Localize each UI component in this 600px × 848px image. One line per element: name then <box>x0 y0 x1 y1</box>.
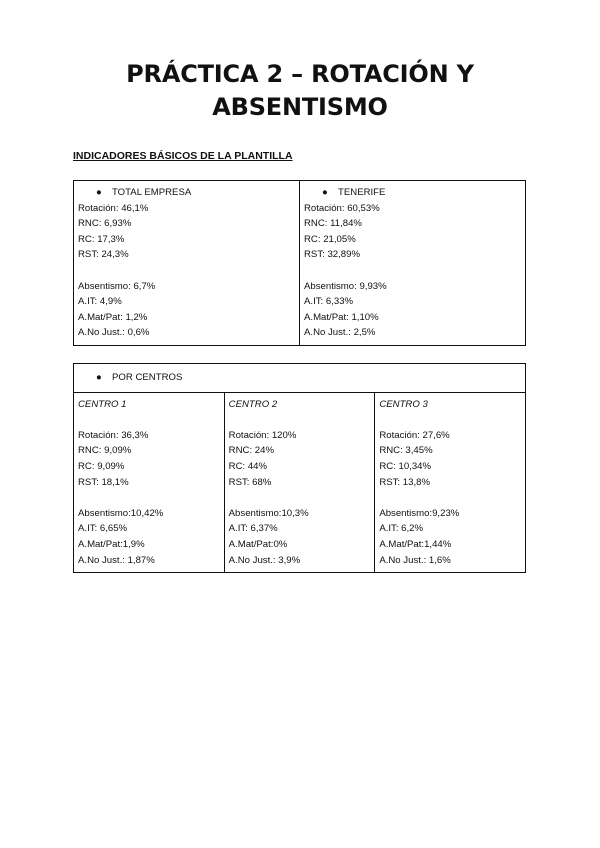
centro-1-name: CENTRO 1 <box>78 398 127 410</box>
section-subtitle: INDICADORES BÁSICOS DE LA PLANTILLA <box>73 150 293 162</box>
tenerife-rst: RST: 32,89% <box>304 249 360 261</box>
tenerife-rnc: RNC: 11,84% <box>304 218 362 230</box>
tenerife-amatpat: A.Mat/Pat: 1,10% <box>304 311 379 323</box>
total-absentismo: Absentismo: 6,7% <box>78 280 156 292</box>
document-title <box>0 58 600 124</box>
centro-1-cell <box>74 392 225 573</box>
centro-2-absentismo: Absentismo:10,3% <box>228 507 309 519</box>
centro-1-absentismo: Absentismo:10,42% <box>78 507 164 519</box>
bullet-icon: ● <box>96 187 102 198</box>
tenerife-rc: RC: 21,05% <box>304 233 356 245</box>
centro-2-ait: A.IT: 6,37% <box>228 523 278 535</box>
title-line-1: PRÁCTICA 2 – ROTACIÓN Y <box>126 60 474 88</box>
por-centros-header <box>74 364 526 393</box>
total-rc: RC: 17,3% <box>78 233 125 245</box>
centro-3-ait: A.IT: 6,2% <box>379 523 424 535</box>
bullet-icon: ● <box>96 372 102 383</box>
centro-2-rst: RST: 68% <box>228 476 272 488</box>
centro-3-anojust: A.No Just.: 1,6% <box>379 554 451 566</box>
centro-2-rnc: RNC: 24% <box>228 445 274 457</box>
total-rst: RST: 24,3% <box>78 249 129 261</box>
centro-1-rst: RST: 18,1% <box>78 476 129 488</box>
tenerife-absentismo: Absentismo: 9,93% <box>304 280 387 292</box>
centro-3-rst: RST: 13,8% <box>379 476 430 488</box>
centro-1-rotacion: Rotación: 36,3% <box>78 429 149 441</box>
total-rnc: RNC: 6,93% <box>78 218 132 230</box>
summary-table <box>73 180 526 346</box>
tenerife-rotacion: Rotación: 60,53% <box>304 202 380 214</box>
centro-1-rnc: RNC: 9,09% <box>78 445 132 457</box>
tenerife-cell <box>300 181 526 346</box>
total-empresa-heading: ● TOTAL EMPRESA <box>78 185 296 201</box>
centro-2-amatpat: A.Mat/Pat:0% <box>228 538 288 550</box>
tenerife-anojust: A.No Just.: 2,5% <box>304 327 376 339</box>
centro-2-name: CENTRO 2 <box>228 398 278 410</box>
centro-1-ait: A.IT: 6,65% <box>78 523 128 535</box>
centro-1-anojust: A.No Just.: 1,87% <box>78 554 155 566</box>
total-ait: A.IT: 4,9% <box>78 296 122 308</box>
centro-2-rotacion: Rotación: 120% <box>228 429 297 441</box>
centro-2-anojust: A.No Just.: 3,9% <box>228 554 301 566</box>
centro-3-amatpat: A.Mat/Pat:1,44% <box>379 538 452 550</box>
tenerife-ait: A.IT: 6,33% <box>304 296 354 308</box>
total-empresa-cell <box>74 181 300 346</box>
por-centros-heading: POR CENTROS <box>112 372 183 383</box>
centro-3-rnc: RNC: 3,45% <box>379 445 433 457</box>
centro-3-rc: RC: 10,34% <box>379 460 432 472</box>
centro-3-rotacion: Rotación: 27,6% <box>379 429 450 441</box>
centros-table <box>73 363 526 573</box>
centro-1-rc: RC: 9,09% <box>78 460 125 472</box>
tenerife-heading: ● TENERIFE <box>304 185 522 201</box>
centro-3-name: CENTRO 3 <box>379 398 428 410</box>
centro-2-rc: RC: 44% <box>228 460 268 472</box>
centro-2-cell <box>224 392 375 573</box>
centro-1-amatpat: A.Mat/Pat:1,9% <box>78 538 145 550</box>
centro-3-cell <box>375 392 526 573</box>
total-rotacion: Rotación: 46,1% <box>78 202 149 214</box>
total-amatpat: A.Mat/Pat: 1,2% <box>78 311 148 323</box>
title-line-2: ABSENTISMO <box>212 93 388 121</box>
centro-3-absentismo: Absentismo:9,23% <box>379 507 460 519</box>
bullet-icon: ● <box>322 187 328 198</box>
total-anojust: A.No Just.: 0,6% <box>78 327 150 339</box>
